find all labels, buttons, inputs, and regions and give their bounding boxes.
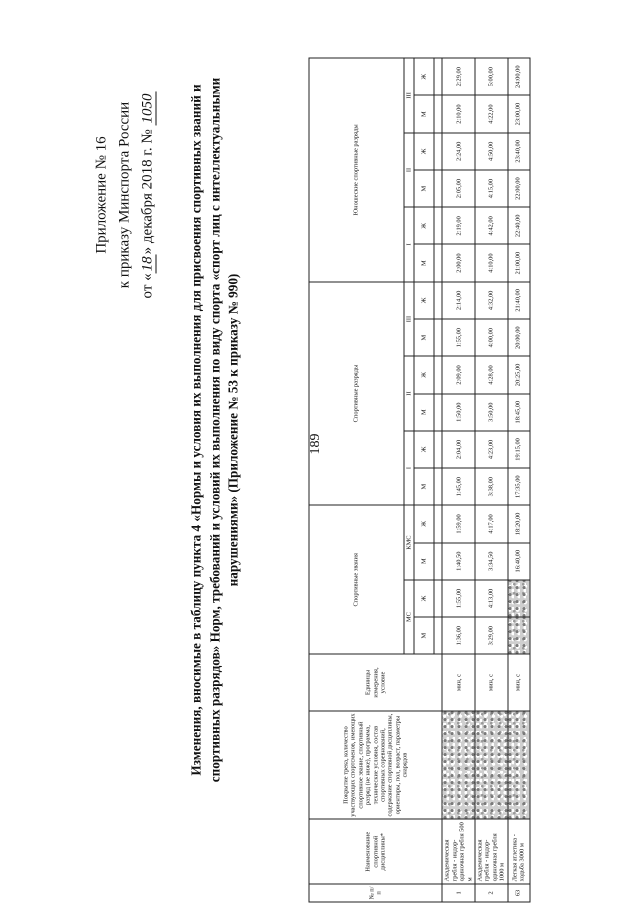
appendix-date-line [137,92,160,299]
header-rank-3: III [404,282,414,357]
header-m: М [414,468,434,505]
date-middle: » декабря 2018 г. № [139,129,156,255]
row-units: мин, с [475,654,508,710]
row-value: 2:09,00 [442,356,475,393]
row-value: 21:40,00 [508,282,530,319]
row-value [508,580,530,617]
row-number: 63 [508,884,530,902]
date-day: 18 [139,256,156,272]
header-rank-2: II [404,356,414,431]
document-title [187,78,243,783]
header-m: М [414,95,434,132]
header-kms: КМС [404,505,414,580]
table-row [508,58,530,902]
row-value: 4:42,00 [475,207,508,244]
header-junior-ranks: Юношеские спортивные разряды [309,58,404,282]
row-number: 1 [442,884,475,902]
row-value: 4:13,00 [475,580,508,617]
header-zh: Ж [414,133,434,170]
date-prefix: от « [139,273,156,299]
row-discipline: Легкая атлетика - ходьба 3000 м [508,819,530,883]
norms-table [309,58,531,903]
row-value: 5:00,00 [475,58,508,95]
row-value: 1:55,00 [442,580,475,617]
row-value: 1:50,00 [442,394,475,431]
row-value: 20:25,00 [508,356,530,393]
table-body [442,58,529,902]
row-value: 23:00,00 [508,95,530,132]
header-zh: Ж [414,505,434,542]
header-m: М [414,170,434,207]
title-line-3: нарушениями» (Приложение № 53 к приказу № 990) [225,273,241,587]
row-value: 4:50,00 [475,133,508,170]
row-units: мин, с [442,654,475,710]
row-discipline: Академическая гребля - индор-одиночная гребля 1000 м [475,819,508,883]
header-num: № п/п [309,884,442,902]
row-value [508,617,530,654]
table-row [442,58,475,902]
header-ms: МС [404,580,414,655]
row-units: мин, с [508,654,530,710]
row-value: 1:45,00 [442,468,475,505]
header-discipline: Наименование спортивной дисциплины* [309,819,442,883]
title-line-1: Изменения, вносимые в таблицу пункта 4 «Нормы и условия их выполнения для присвоения спортивных званий и [188,84,204,776]
norms-table-container [309,58,524,903]
header-conditions: Покрытие трека, количество участвующих спортсменов, имеющих спортивное звание, спортивный разряд (не ниже), программа, технические условия, состав спортивных соревнований, содержание спортивной дисциплины, ориентиры, пол, возраст, параметры снарядов [309,711,442,820]
header-m: М [414,244,434,281]
header-units: Единицы измерения, условие [309,654,442,710]
header-zh: Ж [414,356,434,393]
row-value: 1:59,00 [442,505,475,542]
row-value: 1:55,00 [442,319,475,356]
row-conditions [442,711,475,820]
header-zh: Ж [414,58,434,95]
appendix-line-2: к приказу Минспорта России [116,101,133,289]
row-value: 17:35,00 [508,468,530,505]
row-discipline: Академическая гребля - индор-одиночная гребля 500 м [442,819,475,883]
row-value: 2:10,00 [442,95,475,132]
row-value: 4:17,00 [475,505,508,542]
header-rank-1: I [404,431,414,506]
header-m: М [414,543,434,580]
row-value: 2:29,00 [442,58,475,95]
order-number: 1050 [139,93,156,124]
header-junior-rank-1: I [404,207,414,282]
row-value: 4:28,00 [475,356,508,393]
header-zh: Ж [414,580,434,617]
row-value: 21:00,00 [508,244,530,281]
header-junior-rank-2: II [404,133,414,208]
row-value: 23:40,00 [508,133,530,170]
row-value: 4:15,00 [475,170,508,207]
row-value: 22:40,00 [508,207,530,244]
header-m: М [414,617,434,654]
row-value: 4:00,00 [475,319,508,356]
row-value: 4:22,00 [475,95,508,132]
header-zh: Ж [414,282,434,319]
header-m: М [414,394,434,431]
header-sport-titles: Спортивные звания [309,505,404,654]
row-value: 2:04,00 [442,431,475,468]
row-conditions [475,711,508,820]
row-value: 2:00,00 [442,244,475,281]
row-value: 4:23,00 [475,431,508,468]
row-value: 4:10,00 [475,244,508,281]
row-value: 19:15,00 [508,431,530,468]
row-value: 2:19,00 [442,207,475,244]
row-number: 2 [475,884,508,902]
row-value: 3:34,50 [475,543,508,580]
row-value: 20:00,00 [508,319,530,356]
row-value: 1:36,00 [442,617,475,654]
table-row [475,58,508,902]
row-value: 18:20,00 [508,505,530,542]
header-m: М [414,319,434,356]
row-value: 16:40,00 [508,543,530,580]
header-zh: Ж [414,431,434,468]
row-value: 18:45,00 [508,394,530,431]
row-value: 2:14,00 [442,282,475,319]
title-line-2: спортивных разрядов» Норм, требований и условий их выполнения по виду спорта «спорт лиц с интеллектуальными [206,77,222,783]
row-value: 2:05,00 [442,170,475,207]
row-value: 2:24,00 [442,133,475,170]
row-value: 22:00,00 [508,170,530,207]
row-conditions [508,711,530,820]
row-value: 3:50,00 [475,394,508,431]
row-value: 4:32,00 [475,282,508,319]
header-sport-ranks: Спортивные разряды [309,282,404,506]
row-value: 3:29,00 [475,617,508,654]
header-zh: Ж [414,207,434,244]
appendix-line-1: Приложение № 16 [93,136,110,254]
row-value: 3:38,00 [475,468,508,505]
page-number: 189 [308,433,323,455]
row-value: 1:40,50 [442,543,475,580]
row-value: 24:00,00 [508,58,530,95]
appendix-header [91,92,160,299]
header-junior-rank-3: III [404,58,414,133]
